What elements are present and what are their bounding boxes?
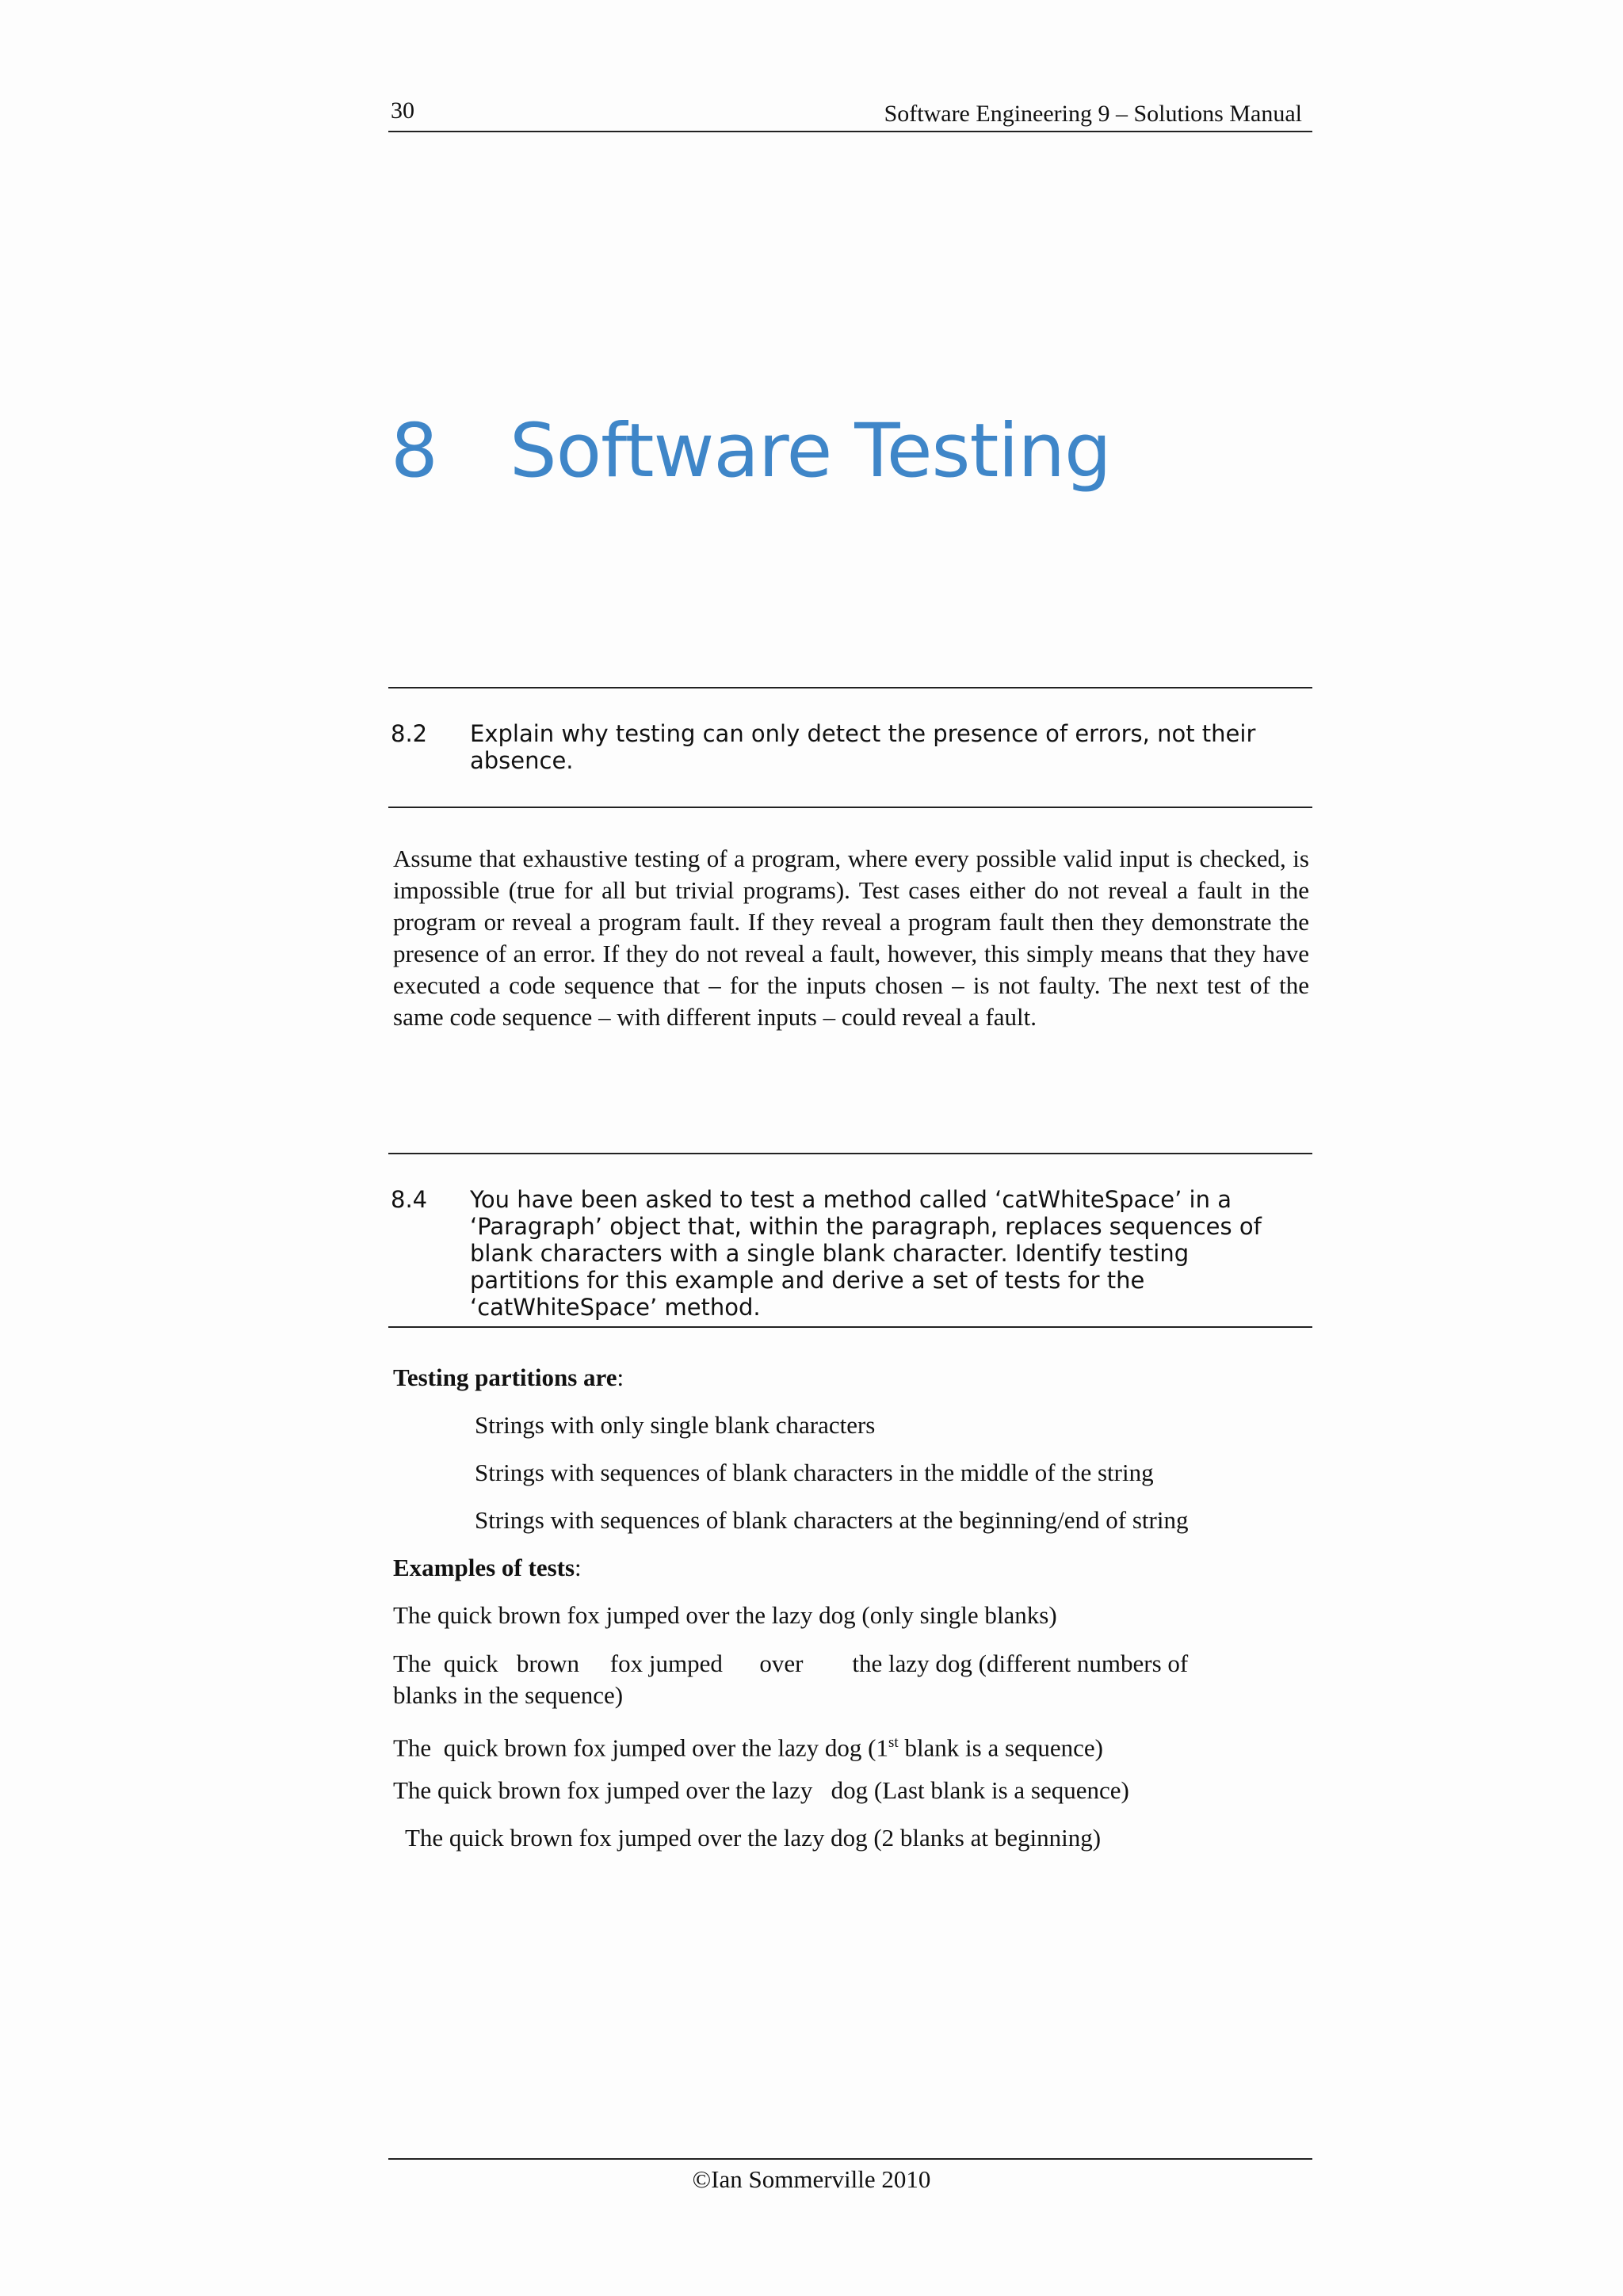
examples-heading-colon: : [575, 1554, 582, 1581]
list-item: Strings with only single blank characters [475, 1411, 876, 1439]
footer-rule [388, 2158, 1312, 2160]
list-item: Strings with sequences of blank characters in the middle of the string [475, 1459, 1154, 1486]
question-rule-bottom [388, 1326, 1312, 1328]
list-item: Strings with sequences of blank characters at the beginning/end of string [475, 1506, 1189, 1534]
examples-heading-label: Examples of tests [393, 1554, 575, 1581]
question-text: Explain why testing can only detect the presence of errors, not their absence. [470, 720, 1256, 774]
running-title: Software Engineering 9 – Solutions Manual [884, 101, 1302, 127]
superscript: st [888, 1734, 899, 1751]
question-block [391, 1186, 1310, 1321]
test-example: The quick brown fox jumped over the lazy dog (only single blanks) [393, 1601, 1057, 1629]
question-number: 8.4 [391, 1186, 428, 1213]
examples-heading [393, 1552, 582, 1584]
partitions-heading-label: Testing partitions are [393, 1363, 617, 1391]
test-text: The quick brown fox jumped over the lazy dog (1 [393, 1733, 888, 1762]
question-block [391, 720, 1310, 774]
chapter-title: Software Testing [510, 408, 1111, 494]
test-example [393, 1727, 1103, 1764]
test-example: The quick brown fox jumped over the lazy dog (2 blanks at beginning) [393, 1824, 1102, 1852]
chapter-heading [391, 400, 1111, 503]
test-example: The quick brown fox jumped over the lazy dog (different numbers of [393, 1650, 1189, 1677]
footer-copyright: ©Ian Sommerville 2010 [692, 2165, 931, 2193]
test-text: blank is a sequence) [898, 1733, 1103, 1762]
test-example: The quick brown fox jumped over the lazy dog (Last blank is a sequence) [393, 1776, 1129, 1804]
question-number: 8.2 [391, 720, 428, 747]
test-example-continuation: blanks in the sequence) [393, 1681, 624, 1709]
page-number: 30 [391, 97, 414, 124]
question-text: You have been asked to test a method called ‘catWhiteSpace’ in a ‘Paragraph’ object that, within the paragraph, replaces sequences of blank characters with a single blank character. Identify testing partitions for this example and derive a set of tests for the ‘catWhiteSpace’ method. [470, 1186, 1262, 1321]
header-rule [388, 131, 1312, 132]
answer-paragraph: Assume that exhaustive testing of a program, where every possible valid input is checked, is impossible (true for all but trivial programs). Test cases either do not reveal a fault in the program or reveal a program fault. If they reveal a program fault then they demonstrate the presence of an error. If they do not reveal a fault, however, this simply means that they have executed a code sequence that – for the inputs chosen – is not faulty. The next test of the same code sequence – with different inputs – could reveal a fault. [393, 845, 1309, 1031]
question-rule-top [388, 687, 1312, 688]
partitions-heading-colon: : [617, 1363, 624, 1391]
partitions-heading [393, 1362, 624, 1394]
question-rule-top [388, 1153, 1312, 1154]
question-rule-bottom [388, 807, 1312, 808]
chapter-number: 8 [391, 408, 437, 494]
